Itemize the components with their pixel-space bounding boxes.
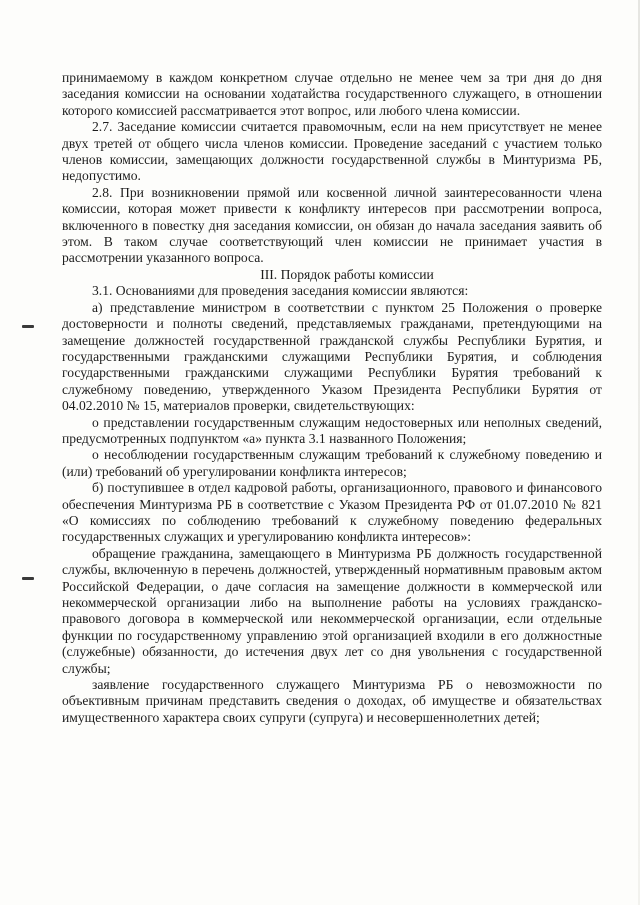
paragraph-3-1: 3.1. Основаниями для проведения заседания комиссии являются: [92,283,469,299]
paragraph-3-1-a-item-1: о представлении государственным служащим недостоверных или неполных сведений, предусмотренных подпунктом «а» пункта 3.1 названного Положения; [62,414,602,446]
document-page [62,70,602,726]
section-heading: III. Порядок работы комиссии [260,266,434,282]
scan-mark [22,325,34,328]
paragraph-3-1-b-item-2: заявление государственного служащего Минтуризма РБ о невозможности по объективным причинам представить сведения о доходах, об имуществе и обязательствах имущественного характера своих супруги (супруга) и несовершеннолетних детей; [62,677,602,725]
paragraph-continuation: принимаемому в каждом конкретном случае отдельно не менее чем за три дня до дня заседания комиссии на основании ходатайства государственного служащего, в отношении которого комиссией рассматривается этот вопрос, или любого члена комиссии. [62,70,602,118]
paragraph-3-1-b-item-1: обращение гражданина, замещающего в Минтуризма РБ должность государственной службы, включенную в перечень должностей, утвержденный нормативным правовым актом Российской Федерации, о даче согласия на замещение должности в коммерческой или некоммерческой организации либо на выполнение работы на условиях гражданско-правового договора в коммерческой или некоммерческой организации, если отдельные функции по государственному управлению этой организацией входили в его должностные (служебные) обязанности, до истечения двух лет со дня увольнения с государственной службы; [62,545,602,676]
paragraph-3-1-a: а) представление министром в соответствии с пунктом 25 Положения о проверке достоверности и полноты сведений, представляемых гражданами, претендующими на замещение должностей государственной гражданской службы Республики Бурятия, и государственными гражданскими служащими Республики Бурятия, и соблюдения государственными гражданскими служащими Республики Бурятия требований к служебному поведению, утвержденного Указом Президента Республики Бурятия от 04.02.2010 № 15, материалов проверки, свидетельствующих: [62,299,602,414]
paragraph-3-1-b: б) поступившее в отдел кадровой работы, организационного, правового и финансового обеспечения Минтуризма РБ в соответствие с Указом Президента РФ от 01.07.2010 № 821 «О комиссиях по соблюдению требований к служебному поведению федеральных государственных служащих и урегулированию конфликта интересов»: [62,480,602,545]
paragraph-2-8: 2.8. При возникновении прямой или косвенной личной заинтересованности члена комиссии, которая может привести к конфликту интересов при рассмотрении вопроса, включенного в повестку дня заседания комиссии, он обязан до начала заседания заявить об этом. В таком случае соответствующий член комиссии не принимает участия в рассмотрении указанного вопроса. [62,184,602,266]
scan-mark [22,577,34,580]
paragraph-3-1-a-item-2: о несоблюдении государственным служащим требований к служебному поведению и (или) требований об урегулировании конфликта интересов; [62,447,602,479]
paragraph-2-7: 2.7. Заседание комиссии считается правомочным, если на нем присутствует не менее двух третей от общего числа членов комиссии. Проведение заседаний с участием только членов комиссии, замещающих должности государственной службы в Минтуризма РБ, недопустимо. [62,119,602,184]
